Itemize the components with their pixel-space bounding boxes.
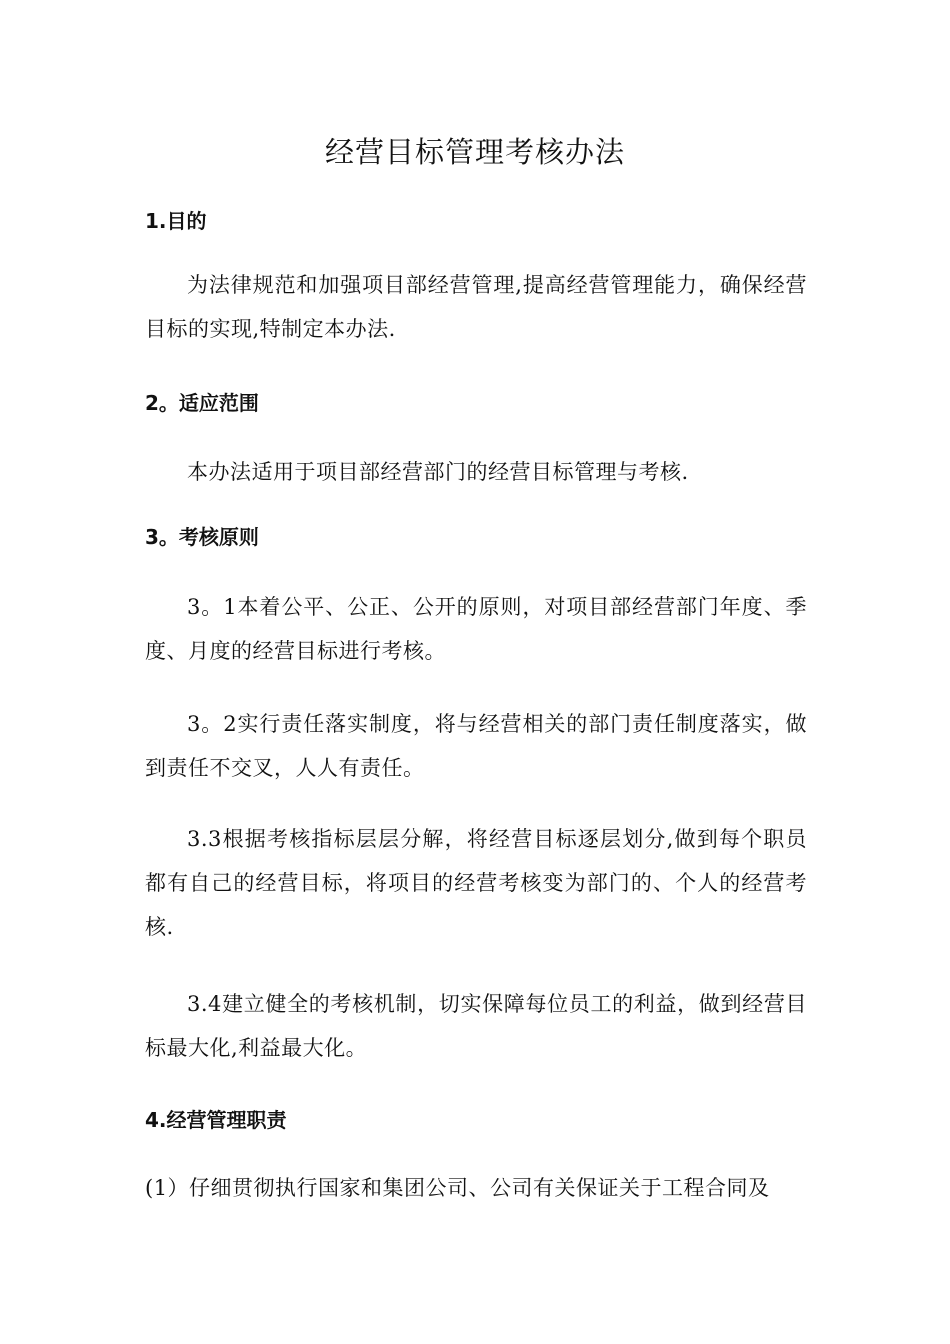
document-title: 经营目标管理考核办法 xyxy=(324,135,625,169)
paragraph-principle-3-2: 3。2实行责任落实制度，将与经营相关的部门责任制度落实，做到责任不交叉，人人有责任。 xyxy=(145,712,807,780)
paragraph-principle-3-1: 3。1本着公平、公正、公开的原则，对项目部经营部门年度、季度、月度的经营目标进行考核。 xyxy=(145,595,807,663)
section-heading-responsibilities: 4.经营管理职责 xyxy=(145,1108,287,1132)
section-heading-scope: 2。适应范围 xyxy=(145,391,259,415)
paragraph-scope: 本办法适用于项目部经营部门的经营目标管理与考核. xyxy=(187,460,689,484)
paragraph-principle-3-4: 3.4建立健全的考核机制，切实保障每位员工的利益，做到经营目标最大化,利益最大化。 xyxy=(145,992,807,1060)
section-heading-principles: 3。考核原则 xyxy=(145,525,259,549)
paragraph-principle-3-3: 3.3根据考核指标层层分解，将经营目标逐层划分,做到每个职员都有自己的经营目标，将项目的经营考核变为部门的、个人的经营考核. xyxy=(145,827,807,939)
paragraph-responsibility-1: (1）仔细贯彻执行国家和集团公司、公司有关保证关于工程合同及 xyxy=(145,1176,770,1200)
paragraph-purpose: 为法律规范和加强项目部经营管理,提高经营管理能力，确保经营目标的实现,特制定本办法. xyxy=(145,273,807,341)
section-heading-purpose: 1.目的 xyxy=(145,209,207,233)
